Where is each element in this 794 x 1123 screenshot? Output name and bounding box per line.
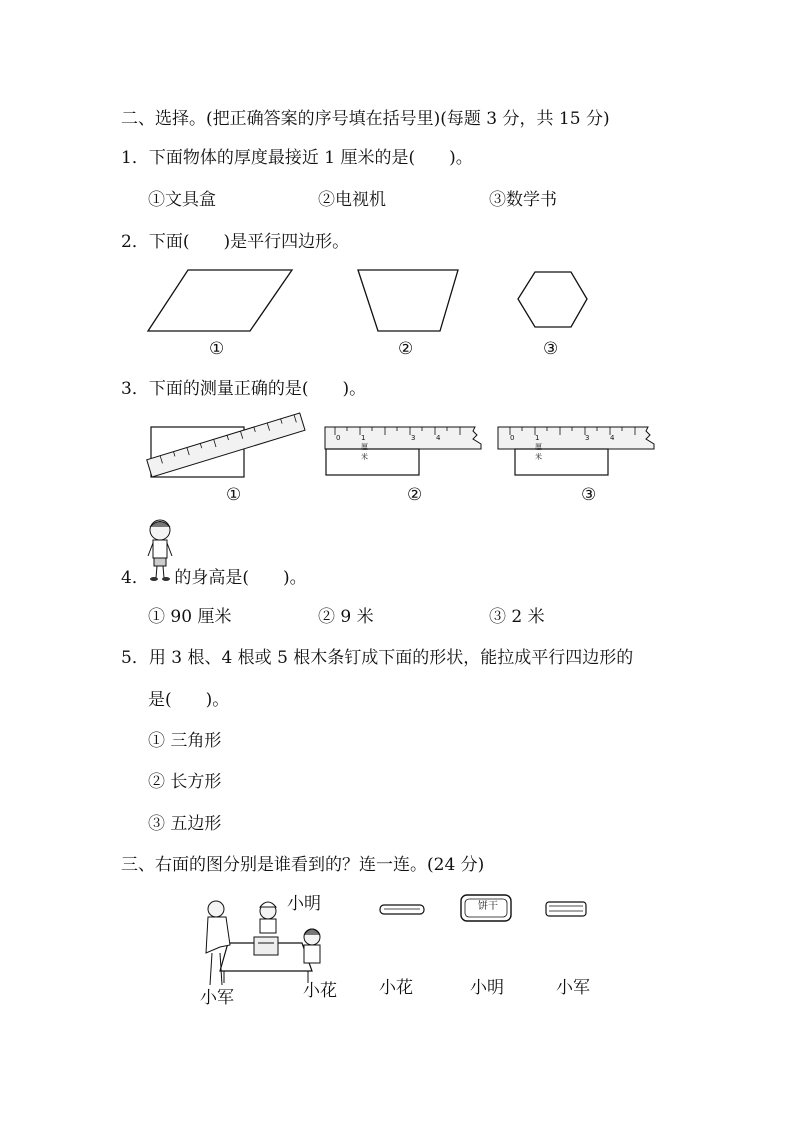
ruler-tick: 0 (336, 434, 341, 442)
box-caption: 饼干 (478, 901, 498, 912)
tilted-ruler (147, 413, 305, 477)
q3-rulers (140, 415, 670, 495)
q1-option-3[interactable]: ③数学书 (489, 190, 557, 210)
ruler-tick: 4 (436, 434, 441, 442)
q3-stem: 3．下面的测量正确的是( )。 (121, 379, 367, 399)
ruler-3 (498, 427, 654, 449)
ruler-tick: 3 (411, 434, 416, 442)
q2-label-3: ③ (543, 339, 559, 359)
q5-stem-line2: 是( )。 (148, 690, 230, 710)
q4-option-1[interactable]: ① 90 厘米 (148, 607, 232, 627)
q4-option-3[interactable]: ③ 2 米 (489, 607, 545, 627)
q4-option-2[interactable]: ② 9 米 (318, 607, 374, 627)
measured-rectangle-3 (515, 449, 608, 475)
ruler-tick: 4 (610, 434, 615, 442)
q2-shapes (140, 265, 600, 340)
view-label-2: 小明 (470, 978, 504, 998)
q2-label-2: ② (398, 339, 414, 359)
ruler-2 (325, 427, 481, 449)
trapezoid-shape (358, 270, 458, 331)
q1-stem: 1．下面物体的厚度最接近 1 厘米的是( )。 (121, 148, 473, 168)
ruler-tick: 1厘米 (535, 434, 542, 461)
q4-stem: 4． 的身高是( )。 (121, 568, 307, 588)
section2-heading: 二、选择。(把正确答案的序号填在括号里)(每题 3 分，共 15 分) (121, 109, 610, 129)
q5-stem-line1: 5．用 3 根、4 根或 5 根木条钉成下面的形状，能拉成平行四边形的 (121, 648, 634, 668)
ruler-tick: 1厘米 (361, 434, 368, 461)
view-label-3: 小军 (556, 978, 590, 998)
q3-label-2: ② (407, 485, 423, 505)
ruler-tick: 0 (510, 434, 515, 442)
view-label-1: 小花 (379, 978, 413, 998)
q3-label-3: ③ (581, 485, 597, 505)
side-view-thick-icon (544, 899, 590, 921)
q1-option-2[interactable]: ②电视机 (318, 190, 386, 210)
hexagon-shape (518, 272, 587, 327)
q5-option-1[interactable]: ① 三角形 (148, 731, 222, 751)
q2-stem: 2．下面( )是平行四边形。 (121, 232, 350, 252)
q5-option-3[interactable]: ③ 五边形 (148, 814, 222, 834)
q1-option-1[interactable]: ①文具盒 (148, 190, 216, 210)
parallelogram-shape (148, 270, 292, 331)
side-view-flat-icon (378, 900, 428, 920)
q5-option-2[interactable]: ② 长方形 (148, 772, 222, 792)
q2-label-1: ① (209, 339, 225, 359)
measured-rectangle-2 (326, 449, 419, 475)
scene-label-xiaojun: 小军 (200, 988, 234, 1008)
section3-heading: 三、右面的图分别是谁看到的？连一连。(24 分) (121, 855, 485, 875)
q3-label-1: ① (226, 485, 242, 505)
scene-label-xiaohua: 小花 (303, 981, 337, 1001)
scene-label-xiaoming: 小明 (287, 894, 321, 914)
ruler-tick: 3 (585, 434, 590, 442)
